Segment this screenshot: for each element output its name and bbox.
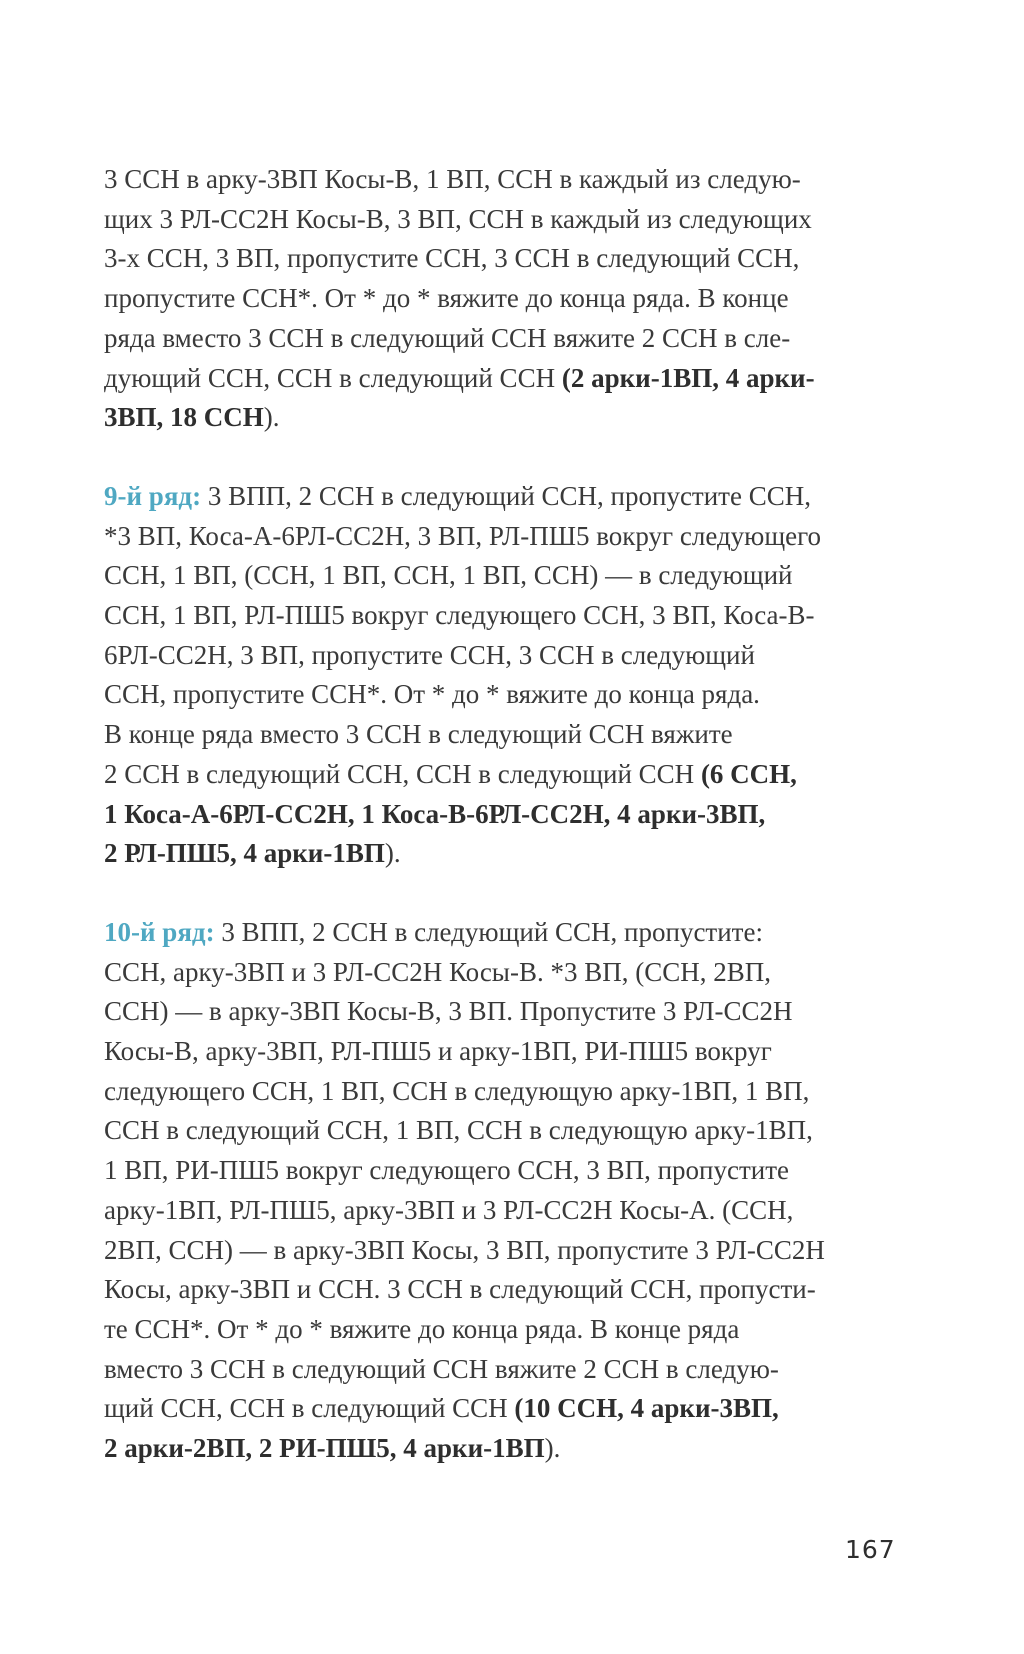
text-line: 3-х ССН, 3 ВП, пропустите ССН, 3 ССН в следующий ССН,	[104, 243, 800, 274]
row-label-10: 10-й ряд:	[104, 916, 215, 947]
text-line	[104, 913, 904, 953]
text-line	[104, 1389, 904, 1429]
text-line: В конце ряда вместо 3 ССН в следующий ССН вяжите	[104, 719, 733, 750]
text-line: Косы, арку-3ВП и ССН. 3 ССН в следующий ССН, пропусти-	[104, 1274, 816, 1305]
text-segment: щий ССН, ССН в следующий ССН	[104, 1393, 515, 1424]
text-line: вместо 3 ССН в следующий ССН вяжите 2 ССН в следую-	[104, 1353, 779, 1384]
text-line: щих 3 РЛ-СС2Н Косы-В, 3 ВП, ССН в каждый из следующих	[104, 203, 812, 234]
text-segment: 3 ВПП, 2 ССН в следующий ССН, пропустите ССН,	[201, 480, 811, 511]
text-line	[104, 834, 904, 874]
stitch-count-summary: 1 Коса-А-6РЛ-СС2Н, 1 Коса-В-6РЛ-СС2Н, 4 арки-3ВП,	[104, 798, 766, 829]
page-body	[104, 160, 904, 1469]
text-line	[104, 477, 904, 517]
paragraph-row10	[104, 913, 904, 1469]
text-line	[104, 1429, 904, 1469]
text-line: Косы-В, арку-3ВП, РЛ-ПШ5 и арку-1ВП, РИ-ПШ5 вокруг	[104, 1036, 772, 1067]
text-line: ССН, 1 ВП, (ССН, 1 ВП, ССН, 1 ВП, ССН) — в следующий	[104, 560, 793, 591]
text-line: *3 ВП, Коса-А-6РЛ-СС2Н, 3 ВП, РЛ-ПШ5 вокруг следующего	[104, 520, 822, 551]
page-number: 167	[845, 1535, 896, 1564]
stitch-count-summary: (10 ССН, 4 арки-3ВП,	[514, 1393, 779, 1424]
stitch-count-summary: 2 арки-2ВП, 2 РИ-ПШ5, 4 арки-1ВП	[104, 1433, 545, 1464]
text-line: ССН, пропустите ССН*. От * до * вяжите до конца ряда.	[104, 679, 760, 710]
text-line: следующего ССН, 1 ВП, ССН в следующую арку-1ВП, 1 ВП,	[104, 1075, 810, 1106]
text-line: 2ВП, ССН) — в арку-3ВП Косы, 3 ВП, пропустите 3 РЛ-СС2Н	[104, 1234, 825, 1265]
stitch-count-summary: (2 арки-1ВП, 4 арки-	[561, 362, 815, 393]
text-line: пропустите ССН*. От * до * вяжите до конца ряда. В конце	[104, 283, 789, 314]
text-segment: ).	[384, 838, 401, 869]
text-line	[104, 755, 904, 795]
row-label-9: 9-й ряд:	[104, 480, 202, 511]
text-segment: дующий ССН, ССН в следующий ССН	[104, 362, 562, 393]
text-line	[104, 795, 904, 835]
text-line: ряда вместо 3 ССН в следующий ССН вяжите 2 ССН в сле-	[104, 322, 791, 353]
text-segment: ).	[544, 1433, 561, 1464]
text-line: ССН, арку-3ВП и 3 РЛ-СС2Н Косы-В. *3 ВП, (ССН, 2ВП,	[104, 956, 771, 987]
text-line: ССН, 1 ВП, РЛ-ПШ5 вокруг следующего ССН, 3 ВП, Коса-В-	[104, 600, 815, 631]
stitch-count-summary: (6 ССН,	[700, 758, 797, 789]
text-line: 6РЛ-СС2Н, 3 ВП, пропустите ССН, 3 ССН в следующий	[104, 639, 755, 670]
text-line: 1 ВП, РИ-ПШ5 вокруг следующего ССН, 3 ВП, пропустите	[104, 1155, 790, 1186]
text-line: 3 ССН в арку-3ВП Косы-В, 1 ВП, ССН в каждый из следую-	[104, 164, 801, 194]
paragraph-row9	[104, 477, 904, 874]
paragraph-row8-continuation	[104, 160, 904, 438]
stitch-count-summary: 3ВП, 18 ССН	[104, 402, 264, 433]
text-line	[104, 398, 904, 438]
text-segment: ).	[263, 402, 280, 433]
text-line: ССН) — в арку-3ВП Косы-В, 3 ВП. Пропустите 3 РЛ-СС2Н	[104, 996, 793, 1027]
text-line	[104, 359, 904, 399]
text-line: арку-1ВП, РЛ-ПШ5, арку-3ВП и 3 РЛ-СС2Н Косы-А. (ССН,	[104, 1194, 794, 1225]
stitch-count-summary: 2 РЛ-ПШ5, 4 арки-1ВП	[104, 838, 385, 869]
text-segment: 3 ВПП, 2 ССН в следующий ССН, пропустите:	[214, 916, 763, 947]
text-line: ССН в следующий ССН, 1 ВП, ССН в следующую арку-1ВП,	[104, 1115, 813, 1146]
text-segment: 2 ССН в следующий ССН, ССН в следующий ССН	[104, 758, 701, 789]
text-line: те ССН*. От * до * вяжите до конца ряда. В конце ряда	[104, 1313, 740, 1344]
